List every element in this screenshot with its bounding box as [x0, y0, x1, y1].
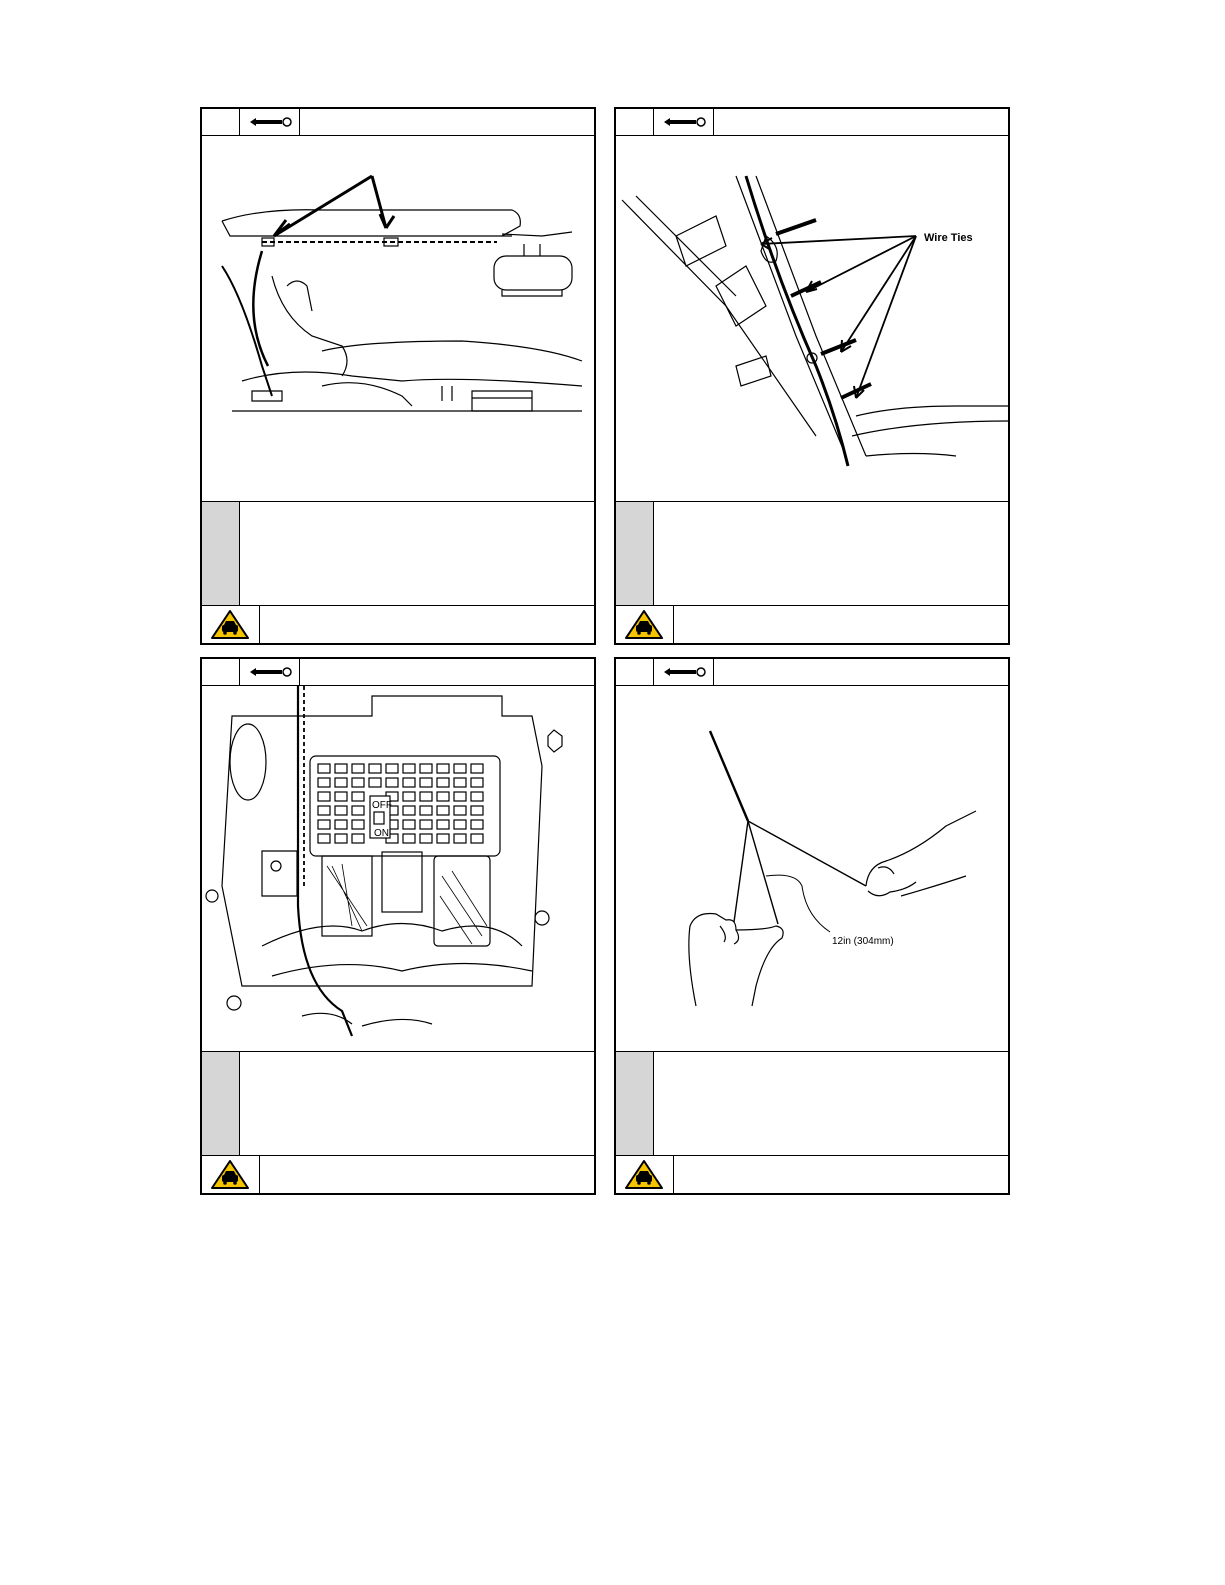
fuse	[454, 792, 466, 801]
instruction-sidebar	[616, 1052, 654, 1155]
fuse	[403, 764, 415, 773]
fuse	[318, 792, 330, 801]
fuse	[335, 834, 347, 843]
fuse	[420, 764, 432, 773]
fuse	[454, 764, 466, 773]
wrench-icon	[240, 659, 300, 685]
warning-row	[202, 606, 594, 643]
fuse	[437, 778, 449, 787]
fuse-switch-off: OFF	[372, 800, 392, 811]
instruction-sidebar	[202, 1052, 240, 1155]
illustration-a-pillar-wire-ties	[616, 136, 1008, 502]
step-header	[616, 659, 1008, 686]
warning-row	[616, 606, 1008, 643]
fuse	[335, 792, 347, 801]
step-panel-4	[614, 657, 1010, 1195]
vehicle-warning-icon	[616, 606, 674, 643]
wrench-icon	[240, 109, 300, 135]
fuse	[318, 834, 330, 843]
warning-row	[616, 1156, 1008, 1193]
fuse	[471, 778, 483, 787]
instruction-sidebar	[616, 502, 654, 605]
fuse-switch-on: ON	[374, 828, 389, 839]
fuse	[420, 820, 432, 829]
fuse	[318, 764, 330, 773]
fuse	[437, 764, 449, 773]
fuse	[454, 820, 466, 829]
fuse	[471, 806, 483, 815]
instruction-block	[202, 1052, 594, 1156]
fuse	[369, 778, 381, 787]
fuse	[386, 778, 398, 787]
step-panel-1	[200, 107, 596, 645]
fuse	[352, 820, 364, 829]
fuse	[420, 778, 432, 787]
step-number	[616, 659, 654, 685]
fuse	[471, 834, 483, 843]
wire-ties-label: Wire Ties	[924, 232, 973, 244]
wrench-icon	[654, 109, 714, 135]
instruction-sidebar	[202, 502, 240, 605]
fuse	[471, 792, 483, 801]
step-number	[616, 109, 654, 135]
instruction-block	[616, 1052, 1008, 1156]
fuse	[335, 820, 347, 829]
illustration-fuse-box	[202, 686, 594, 1052]
measure-label: 12in (304mm)	[832, 936, 894, 947]
fuse	[352, 764, 364, 773]
step-header	[202, 109, 594, 136]
fuse	[437, 792, 449, 801]
instruction-block	[616, 502, 1008, 606]
fuse	[403, 778, 415, 787]
fuse	[335, 806, 347, 815]
fuse	[352, 806, 364, 815]
fuse	[403, 820, 415, 829]
fuse	[386, 764, 398, 773]
fuse	[403, 806, 415, 815]
fuse	[454, 834, 466, 843]
fuse	[437, 834, 449, 843]
step-panel-3	[200, 657, 596, 1195]
fuse	[352, 778, 364, 787]
fuse	[437, 806, 449, 815]
step-number	[202, 109, 240, 135]
fuse	[335, 764, 347, 773]
fuse	[403, 792, 415, 801]
fuse	[318, 778, 330, 787]
step-panel-2	[614, 107, 1010, 645]
vehicle-warning-icon	[616, 1156, 674, 1193]
fuse	[335, 778, 347, 787]
fuse	[420, 834, 432, 843]
fuse	[403, 834, 415, 843]
fuse	[471, 764, 483, 773]
step-number	[202, 659, 240, 685]
fuse-grid	[318, 764, 483, 843]
fuse	[454, 778, 466, 787]
fuse	[420, 792, 432, 801]
fuse	[369, 764, 381, 773]
fuse	[471, 820, 483, 829]
illustration-headliner-routing	[202, 136, 594, 502]
vehicle-warning-icon	[202, 606, 260, 643]
warning-row	[202, 1156, 594, 1193]
step-header	[202, 659, 594, 686]
vehicle-warning-icon	[202, 1156, 260, 1193]
fuse	[437, 820, 449, 829]
illustration-wire-measure	[616, 686, 1008, 1052]
fuse	[318, 820, 330, 829]
step-header	[616, 109, 1008, 136]
fuse	[318, 806, 330, 815]
fuse	[352, 834, 364, 843]
fuse	[454, 806, 466, 815]
instruction-block	[202, 502, 594, 606]
wrench-icon	[654, 659, 714, 685]
fuse	[352, 792, 364, 801]
fuse	[420, 806, 432, 815]
